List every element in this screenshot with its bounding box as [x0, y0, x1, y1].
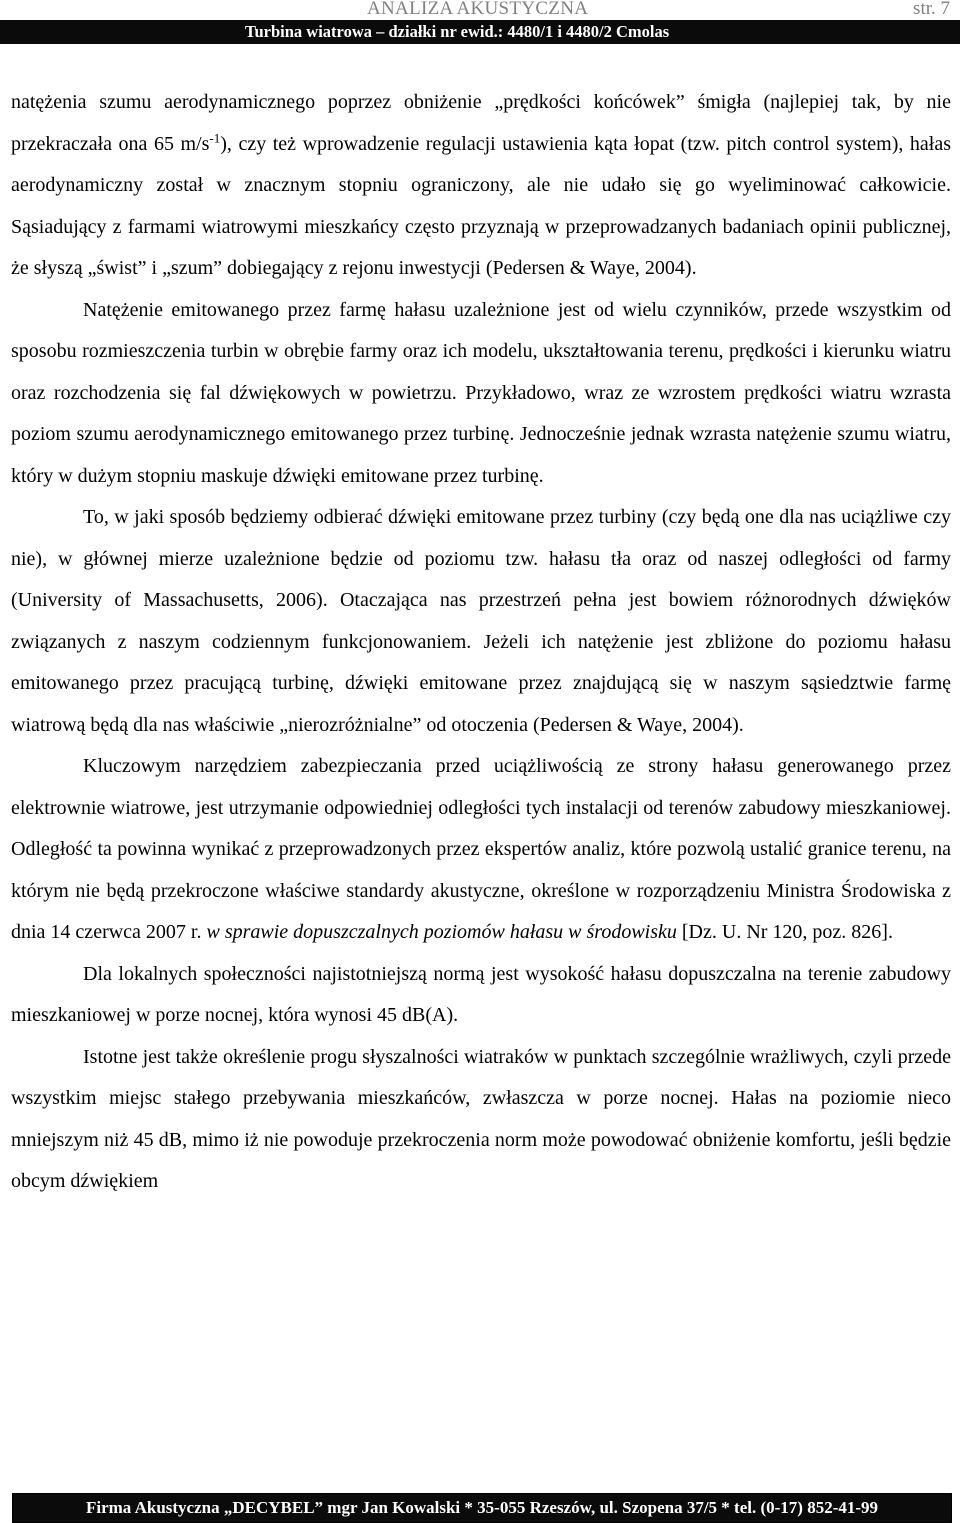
document-subtitle: Turbina wiatrowa – działki nr ewid.: 4480/1 i 4480/2 Cmolas [245, 22, 670, 41]
page-number: str. 7 [913, 0, 950, 19]
document-title: ANALIZA AKUSTYCZNA [367, 0, 589, 19]
paragraph-1-text-b: ), czy też wprowadzenie regulacji ustawienia kąta łopat (tzw. pitch control system), hałas aerodynamiczny został w znacznym stopniu ograniczony, ale nie udało się go wyeliminować całkowicie. Sąsiadujący z farmami wiatrowymi mieszkańcy często przyznają w przeprowadzanych badaniach opinii publicznej, że słyszą „świst” i „szum” dobiegający z rejonu inwestycji (Pedersen & Waye, 2004). [11, 132, 951, 279]
paragraph-4-text-b: [Dz. U. Nr 120, poz. 826]. [676, 921, 893, 943]
superscript: -1 [209, 129, 221, 145]
paragraph-6: Istotne jest także określenie progu słyszalności wiatraków w punktach szczególnie wrażliwych, czyli przede wszystkim miejsc stałego przebywania mieszkańców, zwłaszcza w porze nocnej. Hałas na poziomie nieco mniejszym niż 45 dB, mimo iż nie powoduje przekroczenia norm może powodować obniżenie komfortu, jeśli będzie obcym dźwiękiem [11, 1045, 951, 1192]
paragraph-2: Natężenie emitowanego przez farmę hałasu uzależnione jest od wielu czynników, przede wszystkim od sposobu rozmieszczenia turbin w obrębie farmy oraz ich modelu, ukształtowania terenu, prędkości i kierunku wiatru oraz rozchodzenia się fal dźwiękowych w powietrzu. Przykładowo, wraz ze wzrostem prędkości wiatru wzrasta poziom szumu aerodynamicznego emitowanego przez turbinę. Jednocześnie jednak wzrasta natężenie szumu wiatru, który w dużym stopniu maskuje dźwięki emitowane przez turbinę. [11, 298, 951, 487]
document-body [11, 82, 951, 1203]
regulation-title: w sprawie dopuszczalnych poziomów hałasu w środowisku [206, 921, 677, 943]
paragraph-3: To, w jaki sposób będziemy odbierać dźwięki emitowane przez turbiny (czy będą one dla nas uciążliwe czy nie), w głównej mierze uzależnione będzie od poziomu tzw. hałasu tła oraz od naszej odległości od farmy (University of Massachusetts, 2006). Otaczająca nas przestrzeń pełna jest bowiem różnorodnych dźwięków związanych z naszym codziennym funkcjonowaniem. Jeżeli ich natężenie jest zbliżone do poziomu hałasu emitowanego przez pracującą turbinę, dźwięki emitowane przez znajdującą się w naszym sąsiedztwie farmę wiatrową będą dla nas właściwie „nierozróżnialne” od otoczenia (Pedersen & Waye, 2004). [11, 506, 951, 736]
page-footer: Firma Akustyczna „DECYBEL” mgr Jan Kowalski * 35-055 Rzeszów, ul. Szopena 37/5 * tel. (0-17) 852-41-99 [12, 1493, 952, 1523]
header-subtitle-bar [0, 20, 960, 44]
page-header [0, 0, 960, 46]
paragraph-1 [11, 82, 951, 290]
paragraph-4 [11, 746, 951, 954]
header-top-line [0, 0, 960, 20]
paragraph-5: Dla lokalnych społeczności najistotniejszą normą jest wysokość hałasu dopuszczalna na terenie zabudowy mieszkaniowej w porze nocnej, która wynosi 45 dB(A). [11, 962, 951, 1026]
paragraph-4-text-a: Kluczowym narzędziem zabezpieczania przed uciążliwością ze strony hałasu generowanego przez elektrownie wiatrowe, jest utrzymanie odpowiedniej odległości tych instalacji od terenów zabudowy mieszkaniowej. Odległość ta powinna wynikać z przeprowadzonych przez ekspertów analiz, które pozwolą ustalić granice terenu, na którym nie będą przekroczone właściwe standardy akustyczne, określone w rozporządzeniu Ministra Środowiska z dnia 14 czerwca 2007 r. [11, 755, 951, 943]
paragraph-1-text-a: natężenia szumu aerodynamicznego poprzez obniżenie „prędkości końcówek” śmigła (najlepiej tak, by nie przekraczała ona 65 m/s [11, 91, 951, 155]
